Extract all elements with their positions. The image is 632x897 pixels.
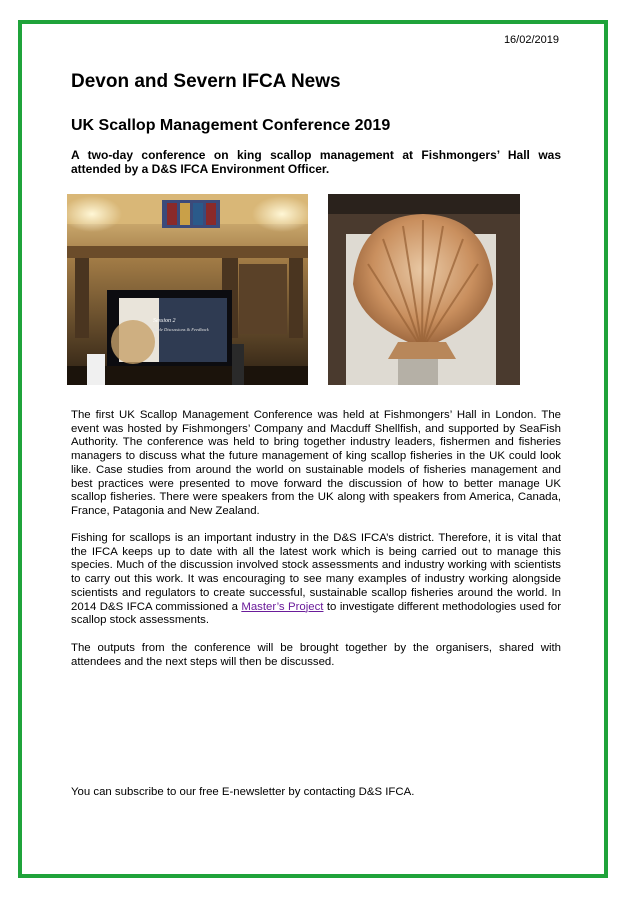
paragraph-3: The outputs from the conference will be brought together by the organisers, shared with attendees and the next steps will then be discussed. xyxy=(71,642,561,668)
conference-hall-photo xyxy=(67,194,308,385)
slide-heading: Session 2 xyxy=(153,318,176,324)
article-title: UK Scallop Management Conference 2019 xyxy=(71,117,391,134)
paragraph-1: The first UK Scallop Management Conference was held at Fishmongers’ Hall in London. The event was hosted by Fishmongers’ Company and Macduff Shellfish, and supported by SeaFish Authority. The conference was held to bring together industry leaders, fishermen and fisheries managers to discuss what the future management of king scallop fisheries in the UK could look like. Case studies from around the world on sustainable models of fisheries management and best practices were presented to move forward the discussion of how to better manage UK scallop fisheries. There were speakers from the UK along with speakers from America, Canada, France, Patagonia and New Zealand. xyxy=(71,409,561,517)
paragraph-2 xyxy=(71,532,561,628)
subscribe-note: You can subscribe to our free E-newsletter by contacting D&S IFCA. xyxy=(71,786,415,798)
paragraph-2-text-a: Fishing for scallops is an important industry in the D&S IFCA’s district. Therefore, it is vital that the IFCA keeps up to date with all the latest work which is being carried out to manage this species. Much of the discussion involved stock assessments and industry working with scientists to carry out this work. It was encouraging to see many examples of industry working alongside scientists and regulators to create successful, sustainable scallop fisheries around the world. In 2014 D&S IFCA commissioned a xyxy=(71,532,561,613)
paragraph-2-text-b: to investigate different methodologies used for scallop stock assessments. xyxy=(71,600,561,627)
date-label: 16/02/2019 xyxy=(503,34,559,46)
masters-project-link[interactable]: Master’s Project xyxy=(241,600,324,613)
scallop-shell-photo xyxy=(328,194,520,385)
slide-subheading: Table Discussions & Feedback xyxy=(153,327,209,332)
site-title: Devon and Severn IFCA News xyxy=(71,71,341,92)
article-lead: A two-day conference on king scallop management at Fishmongers’ Hall was attended by a D&S IFCA Environment Officer. xyxy=(71,148,561,176)
